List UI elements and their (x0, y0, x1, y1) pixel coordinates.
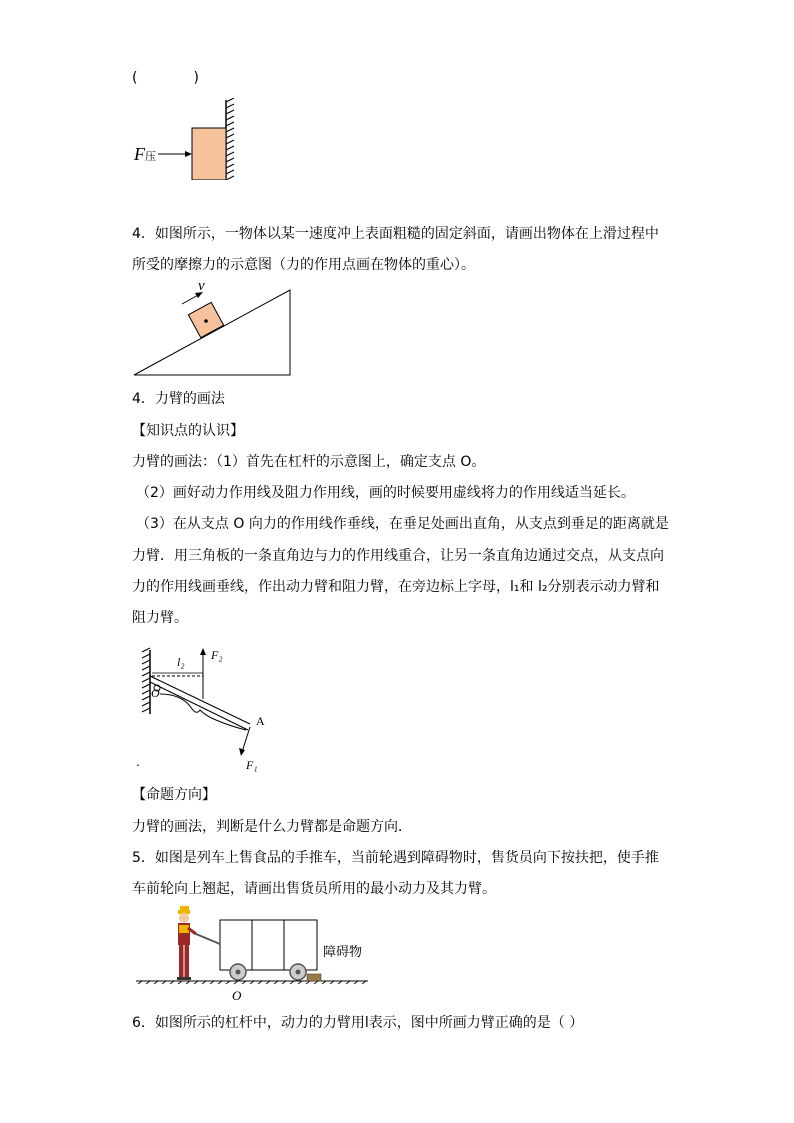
para-3-line1: （3）在从支点 O 向力的作用线作垂线，在垂足处画出直角，从支点到垂足的距离就是 (136, 516, 669, 532)
para-2: （2）画好动力作用线及阻力作用线，画的时候要用虚线将力的作用线适当延长。 (136, 485, 635, 501)
para-3-line2: 力臂．用三角板的一条直角边与力的作用线重合，让另一条直角边通过交点，从支点向 (132, 548, 664, 564)
f1-line (242, 727, 250, 752)
direction-text: 力臂的画法，判断是什么力臂都是命题方向． (132, 819, 412, 835)
velocity-label: v (198, 278, 205, 294)
obstacle (307, 974, 321, 981)
pressed-block-figure (128, 98, 248, 180)
press-arrowhead (185, 151, 192, 157)
lever-wall-hatch (142, 648, 150, 712)
incline-figure (130, 278, 300, 380)
q5-line1: 5．如图是列车上售食品的手推车，当前轮遇到障碍物时，售货员向下按扶把，使手推 (132, 850, 659, 866)
direction-title: 【命题方向】 (132, 787, 216, 803)
cart-body (220, 920, 317, 970)
vendor-person (177, 906, 196, 980)
q5-line2: 车前轮向上翘起，请画出售货员所用的最小动力及其力臂。 (132, 881, 496, 897)
para-3-line3: 力的作用线画垂线，作出动力臂和阻力臂，在旁边标上字母，l₁和 l₂分别表示动力臂和 (132, 579, 660, 595)
lever-l2-label: l₂ (177, 655, 185, 669)
incline-triangle (134, 290, 290, 375)
lever-bar-bottom (150, 682, 248, 730)
lever-f1-label: F₁ (246, 758, 258, 772)
section-heading: 4．力臂的画法 (132, 391, 225, 407)
lever-dot: . (136, 755, 140, 769)
knowledge-title: 【知识点的认识】 (132, 423, 244, 439)
lever-f2-label: F₂ (211, 648, 223, 662)
press-force-label: F压 (134, 144, 156, 164)
answer-parentheses: ( ) (132, 70, 199, 86)
q4-incline-line1: 4．如图所示，一物体以某一速度冲上表面粗糙的固定斜面，请画出物体在上滑过程中 (132, 226, 659, 242)
rear-wheel-hub (236, 970, 241, 975)
wall-hatch (226, 98, 234, 180)
center-of-gravity-dot (204, 319, 208, 323)
q6-line1: 6．如图所示的杠杆中，动力的力臂用l表示，图中所画力臂正确的是（ ） (132, 1015, 584, 1031)
f2-arrowhead (200, 648, 206, 655)
para-3-line4: 阻力臂。 (132, 610, 188, 626)
lever-a-label: A (256, 714, 265, 728)
f1-arrowhead (239, 748, 245, 756)
lever-bar-top (150, 676, 250, 724)
block (192, 128, 226, 180)
para-1: 力臂的画法：（1）首先在杠杆的示意图上，确定支点 O。 (132, 454, 486, 470)
cart-pivot-label: O (232, 988, 242, 1003)
obstacle-label: 障碍物 (323, 945, 363, 960)
cart-handle (196, 934, 220, 944)
l1-brace (160, 694, 246, 730)
q4-incline-line2: 所受的摩擦力的示意图（力的作用点画在物体的重心）。 (132, 257, 475, 273)
front-wheel-hub (296, 970, 301, 975)
lever-o-label: O (151, 686, 160, 700)
